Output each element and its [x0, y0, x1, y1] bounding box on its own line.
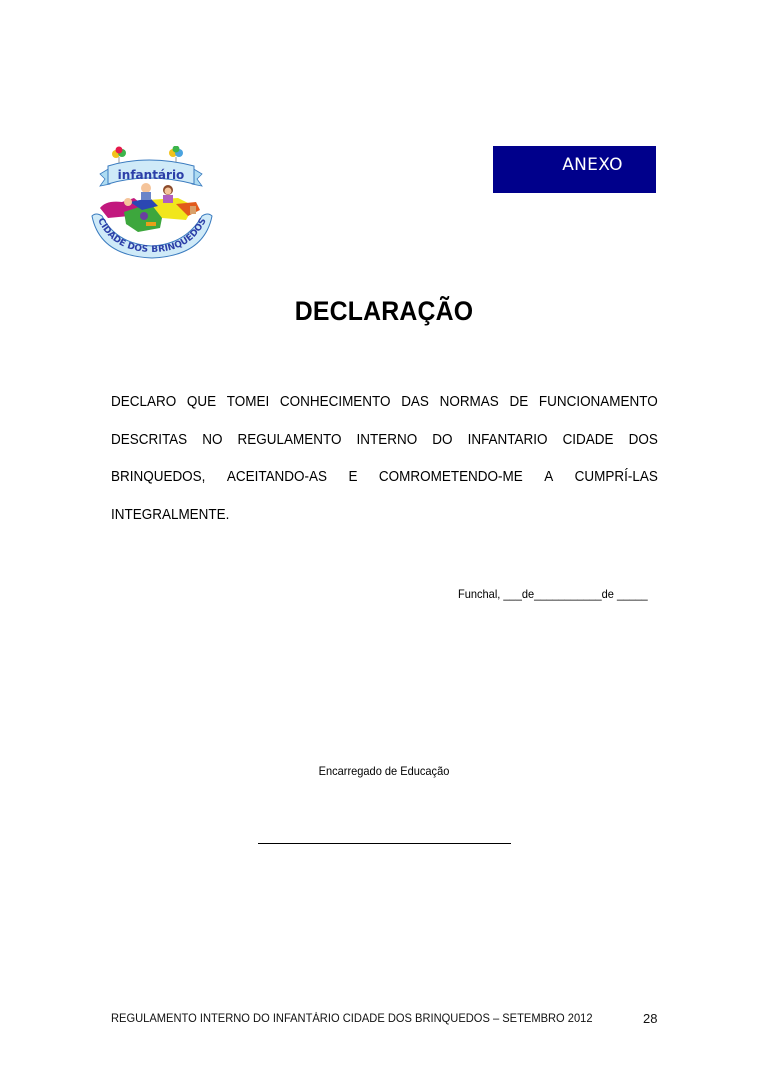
word: DE: [509, 394, 529, 410]
declaration-line-2: [111, 432, 658, 448]
word: QUE: [186, 394, 217, 410]
footer-text: REGULAMENTO INTERNO DO INFANTÁRIO CIDADE DOS BRINQUEDOS – SETEMBRO 2012: [111, 1012, 593, 1025]
word: INTERNO: [356, 432, 418, 448]
word: DAS: [401, 394, 429, 410]
word: DO: [432, 432, 453, 448]
word: CONHECIMENTO: [279, 394, 391, 410]
word: E: [348, 469, 358, 485]
declaration-line-3: [111, 469, 658, 485]
word: DESCRITAS: [111, 432, 188, 448]
page-number: 28: [643, 1011, 658, 1026]
word: DOS: [628, 432, 658, 448]
word: CIDADE: [562, 432, 614, 448]
word: FUNCIONAMENTO: [538, 394, 658, 410]
word: TOMEI: [226, 394, 270, 410]
svg-text:infantário: infantário: [117, 168, 185, 182]
svg-text:CIDADE DOS BRINQUEDOS: CIDADE DOS BRINQUEDOS: [95, 216, 209, 256]
word: NO: [202, 432, 223, 448]
word: COMROMETENDO-ME: [378, 469, 523, 485]
annex-badge: [493, 146, 656, 193]
word: NORMAS: [439, 394, 499, 410]
signature-label: Encarregado de Educação: [318, 764, 450, 778]
declaration-line-1: [111, 394, 658, 410]
signature-line: [258, 843, 511, 844]
word: REGULAMENTO: [237, 432, 342, 448]
word: INFANTARIO: [467, 432, 548, 448]
word: DECLARO: [111, 394, 177, 410]
page-title: DECLARAÇÃO: [294, 296, 474, 326]
annex-label: ANEXO: [562, 155, 623, 175]
word: INTEGRALMENTE.: [111, 507, 230, 523]
word: A: [544, 469, 554, 485]
declaration-line-4: [111, 507, 658, 523]
place-date-field: Funchal, ___de___________de _____: [458, 587, 648, 601]
kindergarten-logo-icon: [86, 146, 218, 260]
word: ACEITANDO-AS: [226, 469, 328, 485]
word: CUMPRÍ-LAS: [574, 469, 658, 485]
word: BRINQUEDOS,: [111, 469, 206, 485]
